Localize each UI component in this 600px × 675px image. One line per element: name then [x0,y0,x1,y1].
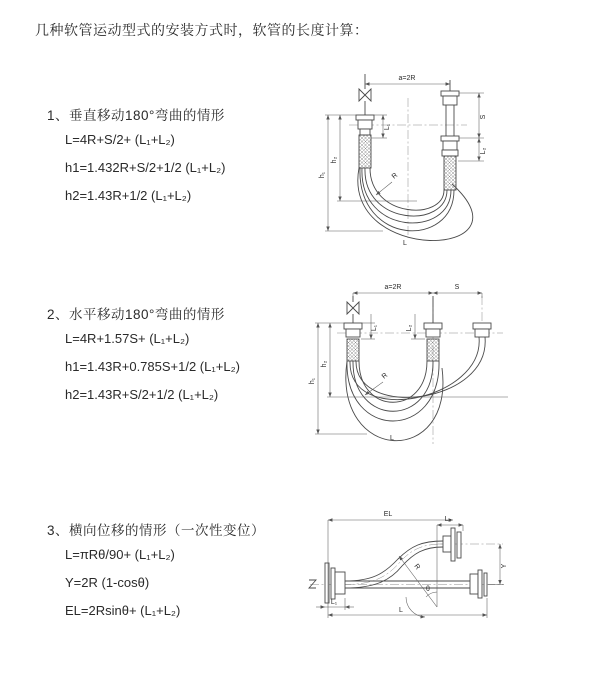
dim-label-l1: L₁ [330,599,338,606]
diagram-horizontal-180-bend [303,276,598,451]
section-2-formula-h1: h1=1.43R+0.785S+1/2 (L₁+L₂) [65,359,240,374]
braided-section-right [444,156,456,190]
dim-label-theta: θ [426,586,430,593]
centerline-break-mark [309,580,316,588]
dim-label-span: a=2R [384,284,402,291]
dim-label-h2: h₂ [321,360,328,368]
dim-label-l2: L₂ [406,324,413,332]
braided-section-left [347,339,359,361]
hose-assembly [356,74,473,241]
braided-section-center [427,339,439,361]
centerlines [337,296,503,444]
dim-label-el: EL [383,511,393,518]
dim-label-h1: h₁ [319,171,326,179]
section-2-formula-L: L=4R+1.57S+ (L₁+L₂) [65,331,190,346]
section-3-formula-Y: Y=2R (1-cosθ) [65,575,150,590]
dim-label-l: L [390,435,394,442]
hose-assembly [309,528,487,603]
section-1-heading: 1、垂直移动180°弯曲的情形 [47,108,225,123]
diagram-vertical-180-bend [313,68,583,263]
valve-icon [359,89,371,101]
hose-assembly [344,296,491,441]
section-1-formula-h1: h1=1.432R+S/2+1/2 (L₁+L₂) [65,160,226,175]
dim-label-l1: L₁ [384,123,391,131]
dim-label-span: a=2R [398,75,416,82]
dim-label-h2: h₂ [331,156,338,164]
section-1-formula-L: L=4R+S/2+ (L₁+L₂) [65,132,175,147]
dim-label-l1: L₁ [371,324,378,332]
section-3-formula-EL: EL=2Rsinθ+ (L₁+L₂) [65,603,181,618]
dim-label-r: R [390,171,400,181]
section-2-heading: 2、水平移动180°弯曲的情形 [47,307,225,322]
section-3-heading: 3、横向位移的情形（一次性变位） [47,523,266,538]
section-3-formula-L: L=πRθ/90+ (L₁+L₂) [65,547,175,562]
section-1-formula-h2: h2=1.43R+1/2 (L₁+L₂) [65,188,192,203]
dim-label-r: R [412,562,422,572]
dimension-lines [316,511,508,618]
dim-label-h1: h₁ [309,377,316,385]
section-2-formula-h2: h2=1.43R+S/2+1/2 (L₁+L₂) [65,387,219,402]
dim-label-l2: L₂ [480,147,487,155]
page-title: 几种软管运动型式的安装方式时，软管的长度计算： [35,22,369,38]
dim-label-l: L [399,607,403,614]
dim-label-s: S [454,284,460,291]
braided-section-left [359,135,371,168]
diagram-lateral-displacement [298,500,593,648]
dim-label-l: L [403,240,407,247]
dim-label-l2: L₂ [444,516,452,523]
dimension-lines [319,75,487,247]
dim-label-s: S [480,114,487,120]
dim-label-r: R [380,371,390,381]
dim-label-y: Y [501,563,508,569]
valve-icon [347,302,359,314]
